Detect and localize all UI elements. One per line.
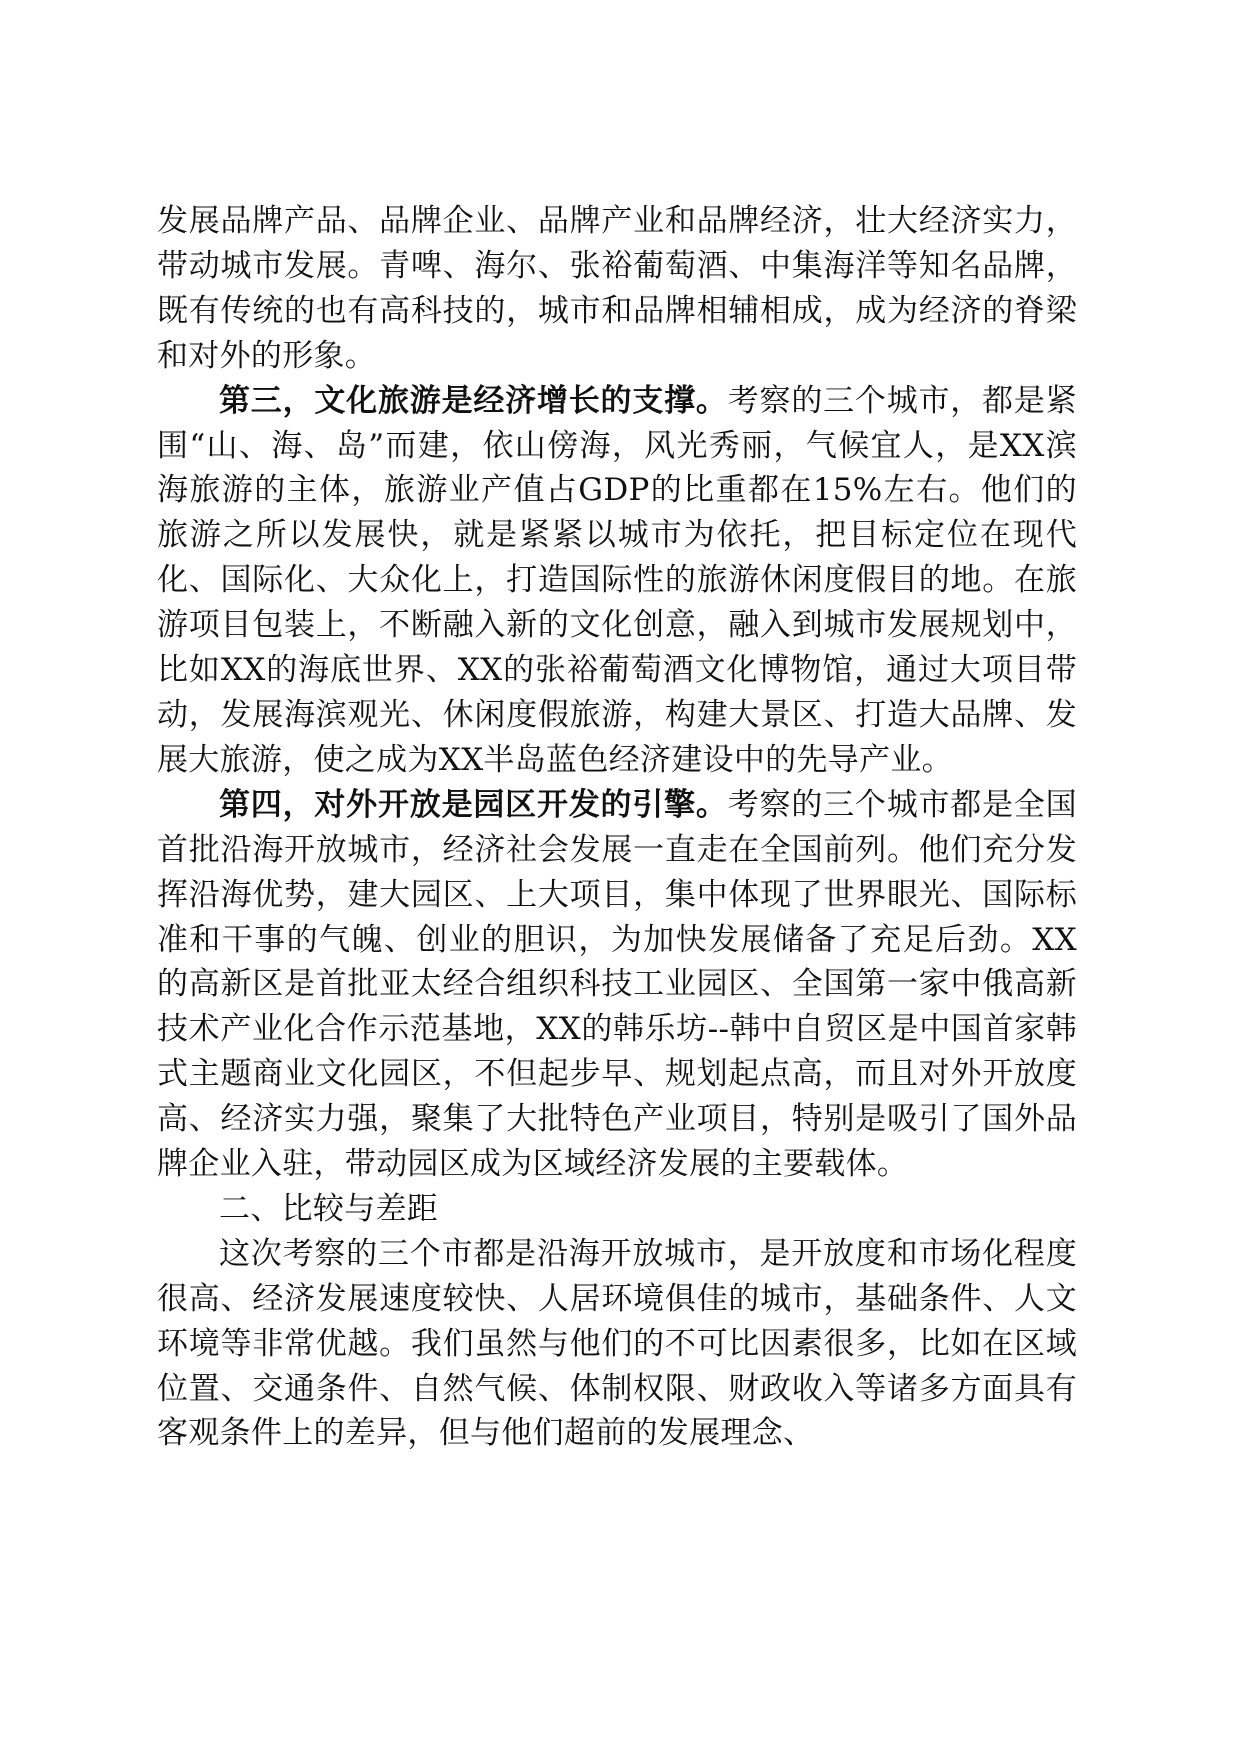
section-heading-comparison: 二、比较与差距	[219, 1190, 439, 1227]
paragraph-body-culture-tourism: 考察的三个城市，都是紧围“山、海、岛”而建，依山傍海，风光秀丽，气候宜人，是XX滨海旅游的主体，旅游业产值占GDP的比重都在15%左右。他们的旅游之所以发展快，就是紧紧以城市为依托，把目标定位在现代化、国际化、大众化上，打造国际性的旅游休闲度假目的地。在旅游项目包装上，不断融入新的文化创意，融入到城市发展规划中，比如XX的海底世界、XX的张裕葡萄酒文化博物馆，通过大项目带动，发展海滨观光、休闲度假旅游，构建大景区、打造大品牌、发展大旅游，使之成为XX半岛蓝色经济建设中的先导产业。	[157, 382, 1077, 778]
paragraph-opening-up	[157, 783, 1077, 1187]
paragraph-culture-tourism	[157, 379, 1077, 783]
paragraph-lead-culture-tourism: 第三，文化旅游是经济增长的支撑。	[219, 382, 728, 419]
paragraph-comparison: 这次考察的三个市都是沿海开放城市，是开放度和市场化程度很高、经济发展速度较快、人居环境俱佳的城市，基础条件、人文环境等非常优越。我们虽然与他们的不可比因素很多，比如在区域位置、交通条件、自然气候、体制权限、财政收入等诸多方面具有客观条件上的差异，但与他们超前的发展理念、	[157, 1235, 1077, 1452]
paragraph-body-opening-up: 考察的三个城市都是全国首批沿海开放城市，经济社会发展一直走在全国前列。他们充分发挥沿海优势，建大园区、上大项目，集中体现了世界眼光、国际标准和干事的气魄、创业的胆识，为加快发展储备了充足后劲。XX的高新区是首批亚太经合组织科技工业园区、全国第一家中俄高新技术产业化合作示范基地，XX的韩乐坊--韩中自贸区是中国首家韩式主题商业文化园区，不但起步早、规划起点高，而且对外开放度高、经济实力强，聚集了大批特色产业项目，特别是吸引了国外品牌企业入驻，带动园区成为区域经济发展的主要载体。	[157, 786, 1077, 1183]
paragraph-brand-economy: 发展品牌产品、品牌企业、品牌产业和品牌经济，壮大经济实力，带动城市发展。青啤、海尔、张裕葡萄酒、中集海洋等知名品牌，既有传统的也有高科技的，城市和品牌相辅相成，成为经济的脊梁和对外的形象。	[157, 203, 1077, 374]
paragraph-lead-opening-up: 第四，对外开放是园区开发的引擎。	[219, 786, 728, 823]
document-body	[157, 199, 1077, 1456]
